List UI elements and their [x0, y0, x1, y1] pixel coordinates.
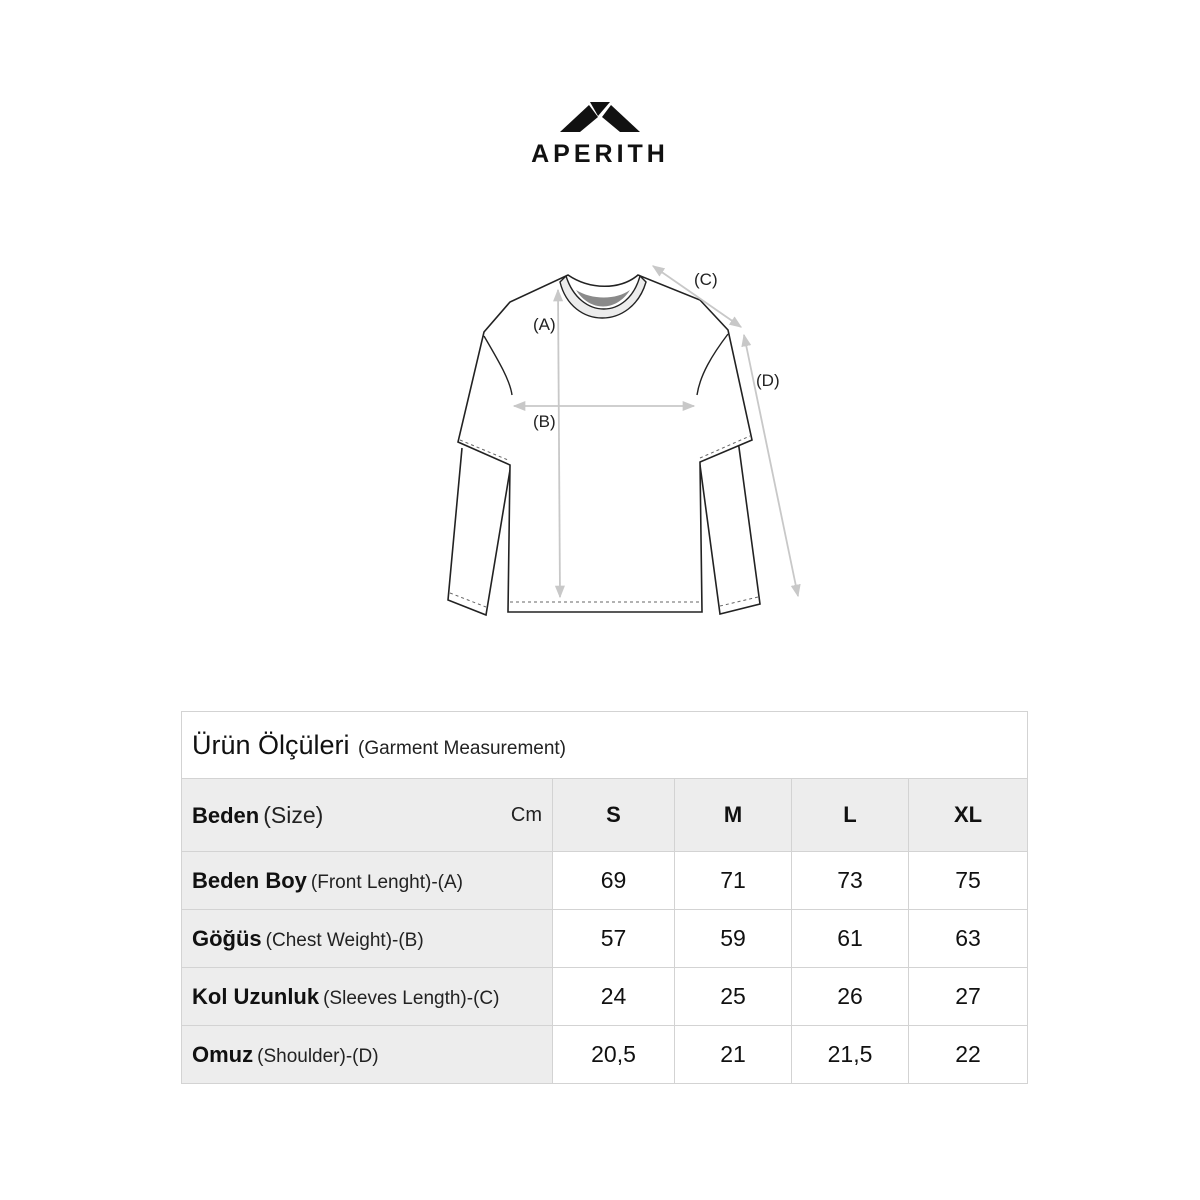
size-label: Beden — [192, 802, 260, 828]
table-header-row — [182, 779, 1028, 852]
row-label-sub: (Shoulder)-(D) — [257, 1045, 379, 1067]
brand-name: APERITH — [531, 140, 669, 168]
size-label-sub: (Size) — [263, 801, 324, 828]
table-cell: 20,5 — [553, 1026, 675, 1084]
table-row — [182, 1026, 1028, 1084]
table-cell: 63 — [909, 910, 1028, 968]
table-title-row — [182, 712, 1028, 779]
row-label: Kol Uzunluk — [192, 983, 320, 1009]
size-header-l: L — [792, 779, 909, 852]
size-table — [181, 711, 1028, 1084]
table-cell: 25 — [675, 968, 792, 1026]
row-label-sub: (Chest Weight)-(B) — [265, 929, 424, 951]
size-header-s: S — [553, 779, 675, 852]
table-row — [182, 910, 1028, 968]
label-c: (C) — [694, 270, 718, 289]
table-cell: 21,5 — [792, 1026, 909, 1084]
row-label-sub: (Sleeves Length)-(C) — [323, 987, 500, 1009]
row-label: Beden Boy — [192, 867, 307, 893]
table-cell: 24 — [553, 968, 675, 1026]
size-header-m: M — [675, 779, 792, 852]
row-label: Göğüs — [192, 925, 262, 951]
unit-label: Cm — [510, 803, 542, 826]
label-d: (D) — [756, 371, 780, 390]
table-cell: 26 — [792, 968, 909, 1026]
table-cell: 57 — [553, 910, 675, 968]
left-long-sleeve — [448, 448, 510, 615]
table-cell: 75 — [909, 852, 1028, 910]
size-header-xl: XL — [909, 779, 1028, 852]
row-label-sub: (Front Lenght)-(A) — [310, 871, 463, 893]
table-cell: 59 — [675, 910, 792, 968]
shirt-body — [458, 275, 752, 612]
label-a: (A) — [533, 315, 556, 334]
table-row — [182, 852, 1028, 910]
row-label: Omuz — [192, 1041, 254, 1067]
table-title: Ürün Ölçüleri — [192, 729, 350, 760]
table-cell: 71 — [675, 852, 792, 910]
table-cell: 27 — [909, 968, 1028, 1026]
table-row — [182, 968, 1028, 1026]
table-cell: 22 — [909, 1026, 1028, 1084]
table-cell: 73 — [792, 852, 909, 910]
label-b: (B) — [533, 412, 556, 431]
table-title-sub: (Garment Measurement) — [358, 737, 567, 759]
table-cell: 61 — [792, 910, 909, 968]
table-cell: 21 — [675, 1026, 792, 1084]
right-long-sleeve — [700, 440, 760, 614]
table-cell: 69 — [553, 852, 675, 910]
